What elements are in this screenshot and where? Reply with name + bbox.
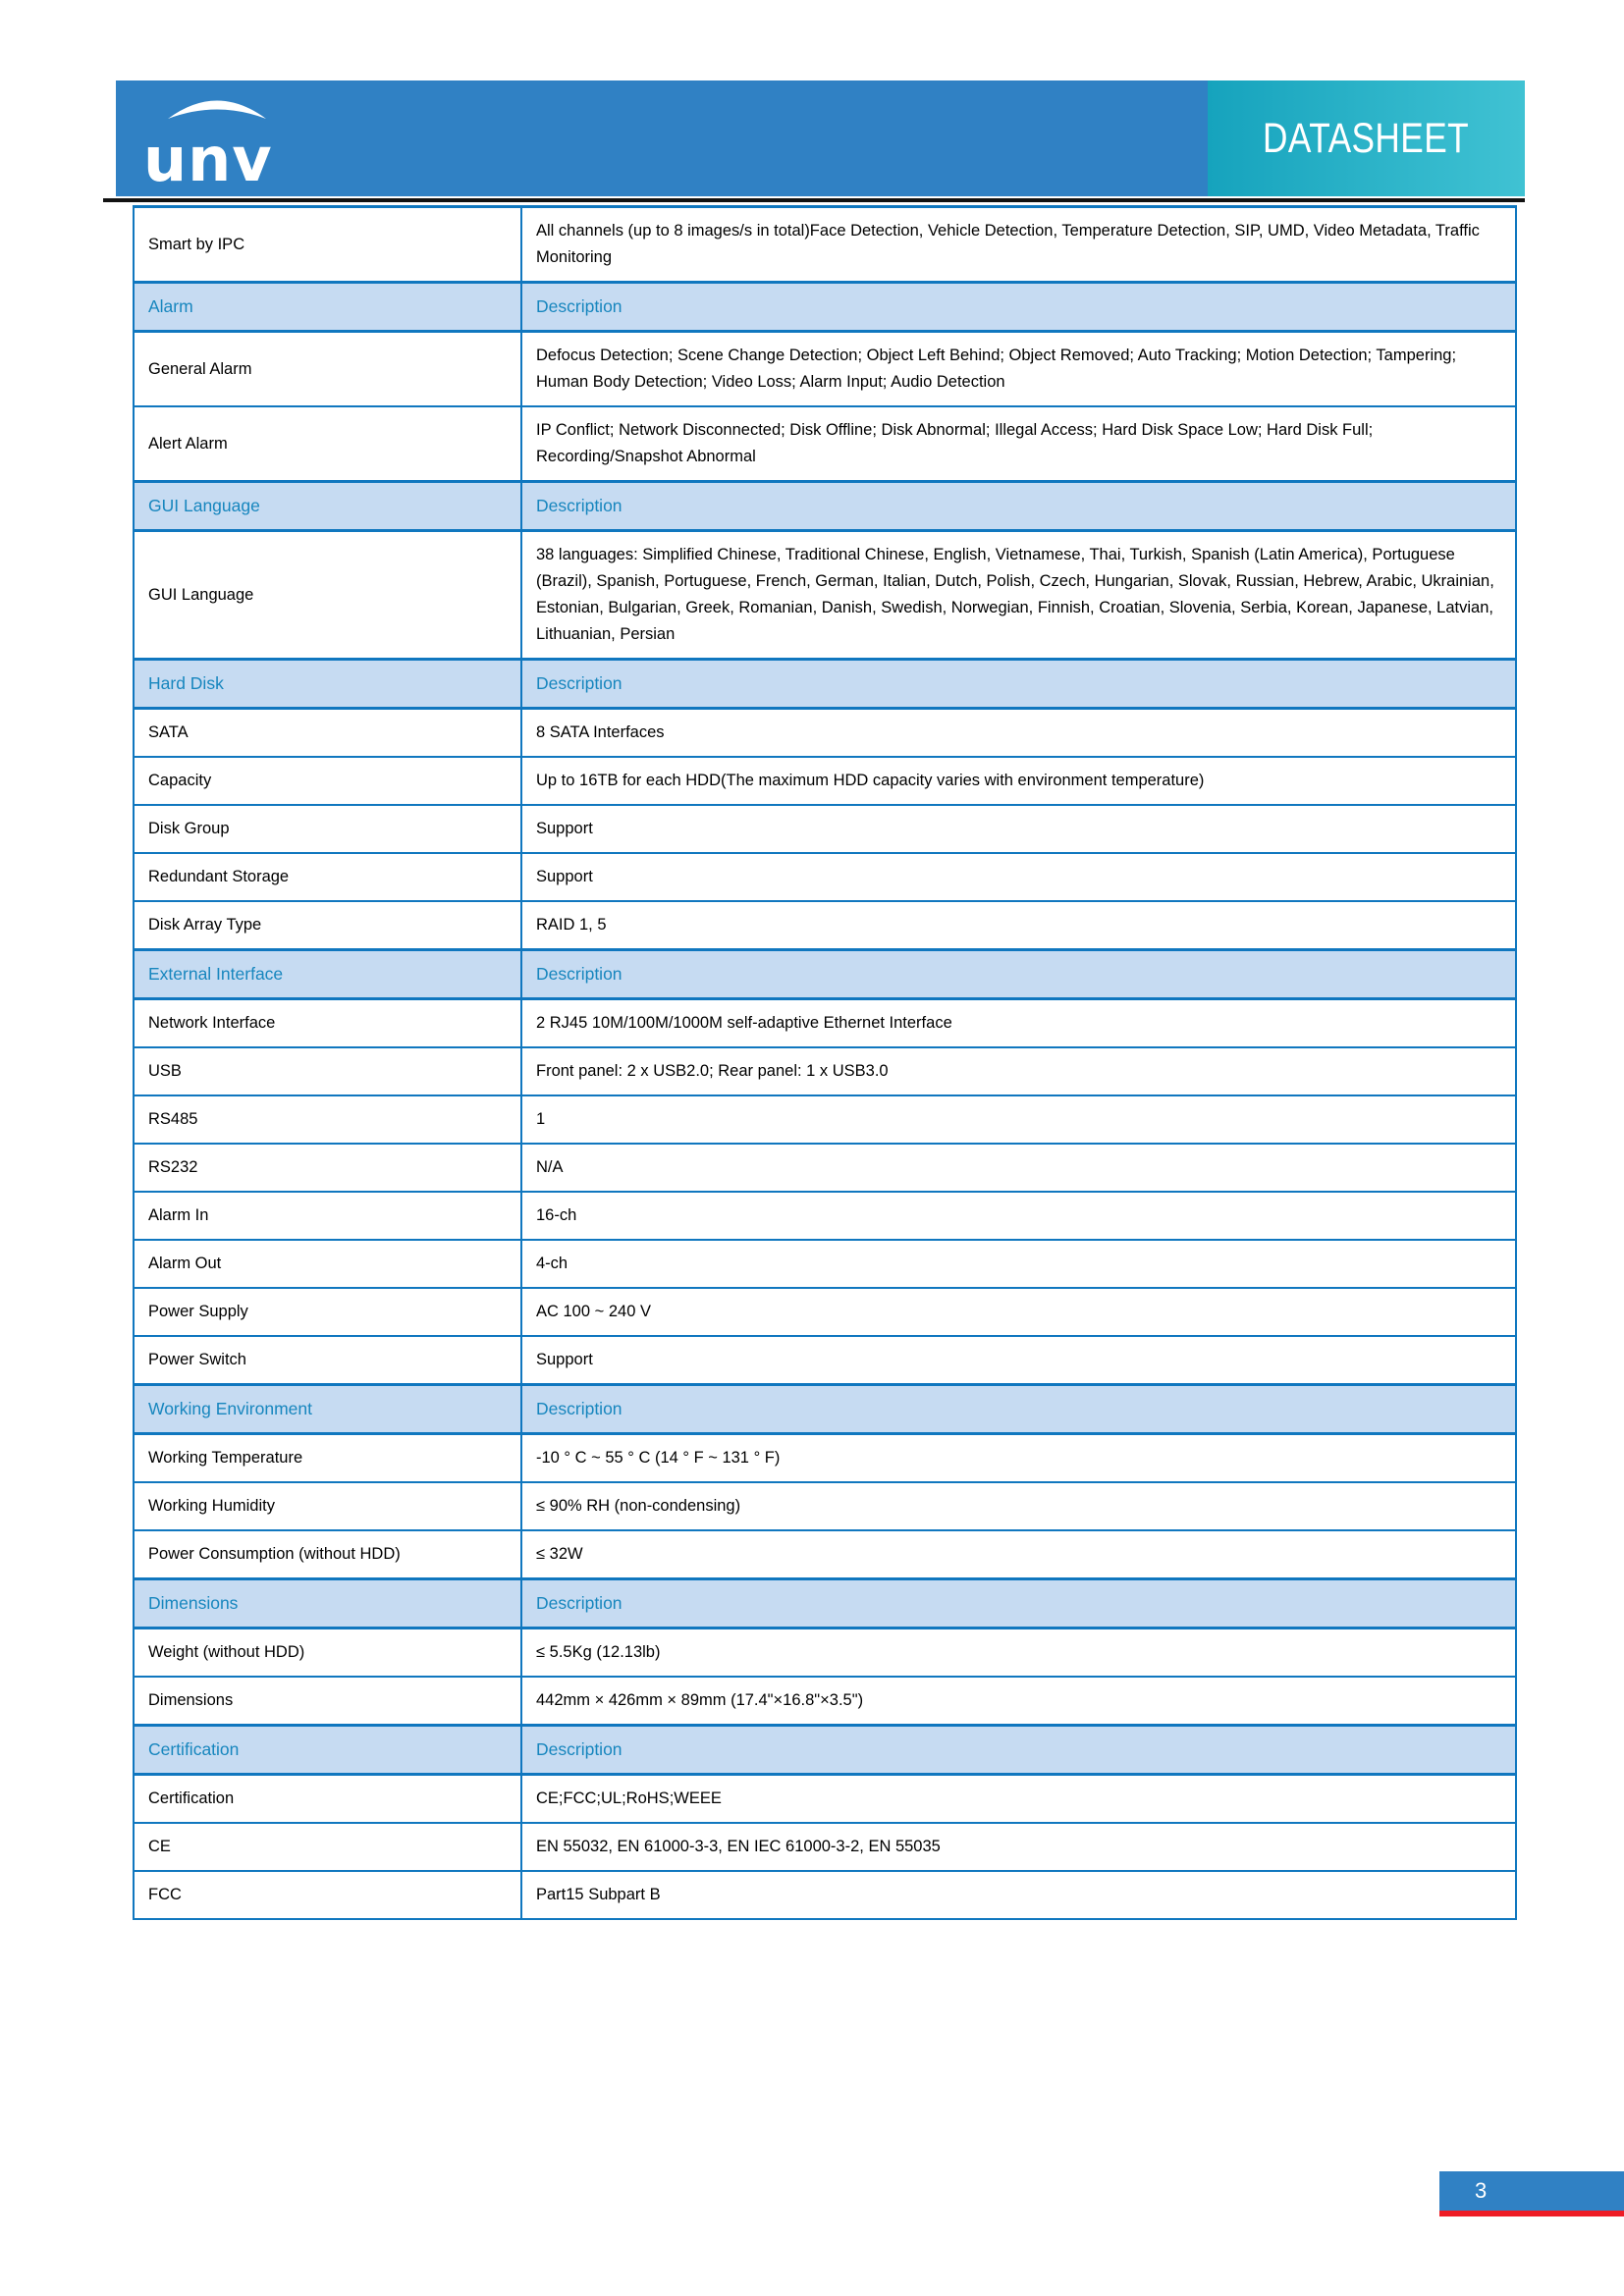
section-header-row: [134, 660, 1516, 709]
spec-value: Support: [521, 1336, 1516, 1385]
spec-row: [134, 853, 1516, 901]
spec-row: [134, 1482, 1516, 1530]
spec-value: 38 languages: Simplified Chinese, Traditional Chinese, English, Vietnamese, Thai, Turkish, Spanish (Latin America), Portuguese (Brazil), Spanish, Portuguese, French, German, Italian, Dutch, Polish, Czech, Hungarian, Slovak, Russian, Hebrew, Arabic, Ukrainian, Estonian, Bulgarian, Greek, Romanian, Danish, Swedish, Norwegian, Finnish, Croatian, Slovenia, Serbia, Korean, Japanese, Latvian, Lithuanian, Persian: [521, 531, 1516, 660]
spec-value: All channels (up to 8 images/s in total)Face Detection, Vehicle Detection, Temperature Detection, SIP, UMD, Video Metadata, Traffic Monitoring: [521, 207, 1516, 283]
header-divider: [103, 198, 1525, 202]
spec-row: [134, 709, 1516, 758]
spec-label: Power Consumption (without HDD): [134, 1530, 521, 1579]
unv-logo-arc-icon: [165, 90, 269, 120]
spec-label: Redundant Storage: [134, 853, 521, 901]
spec-label: CE: [134, 1823, 521, 1871]
section-title: Certification: [134, 1726, 521, 1775]
spec-value: Up to 16TB for each HDD(The maximum HDD capacity varies with environment temperature): [521, 757, 1516, 805]
section-header-row: [134, 283, 1516, 332]
section-title: Hard Disk: [134, 660, 521, 709]
spec-label: Disk Array Type: [134, 901, 521, 950]
section-description-header: Description: [521, 1726, 1516, 1775]
spec-label: Smart by IPC: [134, 207, 521, 283]
spec-label: RS232: [134, 1144, 521, 1192]
spec-label: Power Switch: [134, 1336, 521, 1385]
spec-row: [134, 1677, 1516, 1726]
spec-row: [134, 757, 1516, 805]
spec-label: Alarm In: [134, 1192, 521, 1240]
spec-row: [134, 1144, 1516, 1192]
spec-label: SATA: [134, 709, 521, 758]
spec-table: [133, 205, 1517, 1920]
section-description-header: Description: [521, 950, 1516, 999]
spec-row: [134, 1629, 1516, 1678]
spec-value: Defocus Detection; Scene Change Detection; Object Left Behind; Object Removed; Auto Tracking; Motion Detection; Tampering; Human Body Detection; Video Loss; Alarm Input; Audio Detection: [521, 332, 1516, 407]
spec-label: USB: [134, 1047, 521, 1095]
datasheet-label: DATASHEET: [1263, 114, 1470, 162]
spec-label: Network Interface: [134, 999, 521, 1048]
spec-value: 16-ch: [521, 1192, 1516, 1240]
spec-row: [134, 1530, 1516, 1579]
section-description-header: Description: [521, 1579, 1516, 1629]
page-number-box: [1439, 2171, 1624, 2211]
spec-value: Part15 Subpart B: [521, 1871, 1516, 1919]
unv-logo: [143, 80, 340, 196]
spec-value: 442mm × 426mm × 89mm (17.4"×16.8"×3.5"): [521, 1677, 1516, 1726]
spec-value: Front panel: 2 x USB2.0; Rear panel: 1 x USB3.0: [521, 1047, 1516, 1095]
spec-value: ≤ 5.5Kg (12.13lb): [521, 1629, 1516, 1678]
section-title: External Interface: [134, 950, 521, 999]
spec-value: AC 100 ~ 240 V: [521, 1288, 1516, 1336]
spec-label: Weight (without HDD): [134, 1629, 521, 1678]
spec-label: RS485: [134, 1095, 521, 1144]
spec-row: [134, 1823, 1516, 1871]
spec-value: -10 ° C ~ 55 ° C (14 ° F ~ 131 ° F): [521, 1434, 1516, 1483]
section-title: Working Environment: [134, 1385, 521, 1434]
spec-value: IP Conflict; Network Disconnected; Disk Offline; Disk Abnormal; Illegal Access; Hard Disk Space Low; Hard Disk Full; Recording/Snapshot Abnormal: [521, 406, 1516, 482]
spec-row: [134, 1047, 1516, 1095]
spec-value: ≤ 32W: [521, 1530, 1516, 1579]
spec-label: Dimensions: [134, 1677, 521, 1726]
spec-label: General Alarm: [134, 332, 521, 407]
spec-label: Alarm Out: [134, 1240, 521, 1288]
spec-row: [134, 1192, 1516, 1240]
spec-label: Capacity: [134, 757, 521, 805]
spec-row: [134, 1775, 1516, 1824]
spec-value: N/A: [521, 1144, 1516, 1192]
spec-row: [134, 1434, 1516, 1483]
spec-label: Working Humidity: [134, 1482, 521, 1530]
section-title: GUI Language: [134, 482, 521, 531]
spec-row: [134, 1240, 1516, 1288]
spec-value: RAID 1, 5: [521, 901, 1516, 950]
spec-label: FCC: [134, 1871, 521, 1919]
section-header-row: [134, 950, 1516, 999]
spec-label: GUI Language: [134, 531, 521, 660]
spec-row: [134, 1336, 1516, 1385]
spec-value: ≤ 90% RH (non-condensing): [521, 1482, 1516, 1530]
spec-row: [134, 1871, 1516, 1919]
spec-row: [134, 531, 1516, 660]
spec-value: CE;FCC;UL;RoHS;WEEE: [521, 1775, 1516, 1824]
spec-row: [134, 901, 1516, 950]
header-banner: [116, 80, 1525, 196]
datasheet-badge: [1208, 80, 1525, 196]
section-header-row: [134, 1726, 1516, 1775]
spec-label: Certification: [134, 1775, 521, 1824]
spec-row: [134, 1288, 1516, 1336]
unv-logo-text: unv: [143, 124, 273, 195]
section-description-header: Description: [521, 482, 1516, 531]
spec-value: Support: [521, 853, 1516, 901]
footer-red-bar: [1439, 2211, 1624, 2216]
section-title: Alarm: [134, 283, 521, 332]
section-description-header: Description: [521, 283, 1516, 332]
spec-value: Support: [521, 805, 1516, 853]
spec-row: [134, 1095, 1516, 1144]
section-description-header: Description: [521, 1385, 1516, 1434]
section-header-row: [134, 482, 1516, 531]
spec-value: 4-ch: [521, 1240, 1516, 1288]
spec-row: [134, 805, 1516, 853]
spec-row: [134, 999, 1516, 1048]
spec-label: Working Temperature: [134, 1434, 521, 1483]
section-header-row: [134, 1385, 1516, 1434]
spec-row: [134, 332, 1516, 407]
spec-row: [134, 207, 1516, 283]
section-title: Dimensions: [134, 1579, 521, 1629]
spec-value: EN 55032, EN 61000-3-3, EN IEC 61000-3-2, EN 55035: [521, 1823, 1516, 1871]
spec-value: 2 RJ45 10M/100M/1000M self-adaptive Ethernet Interface: [521, 999, 1516, 1048]
spec-value: 1: [521, 1095, 1516, 1144]
section-header-row: [134, 1579, 1516, 1629]
spec-row: [134, 406, 1516, 482]
page-number: 3: [1475, 2178, 1488, 2203]
spec-value: 8 SATA Interfaces: [521, 709, 1516, 758]
spec-label: Disk Group: [134, 805, 521, 853]
spec-label: Alert Alarm: [134, 406, 521, 482]
spec-label: Power Supply: [134, 1288, 521, 1336]
section-description-header: Description: [521, 660, 1516, 709]
